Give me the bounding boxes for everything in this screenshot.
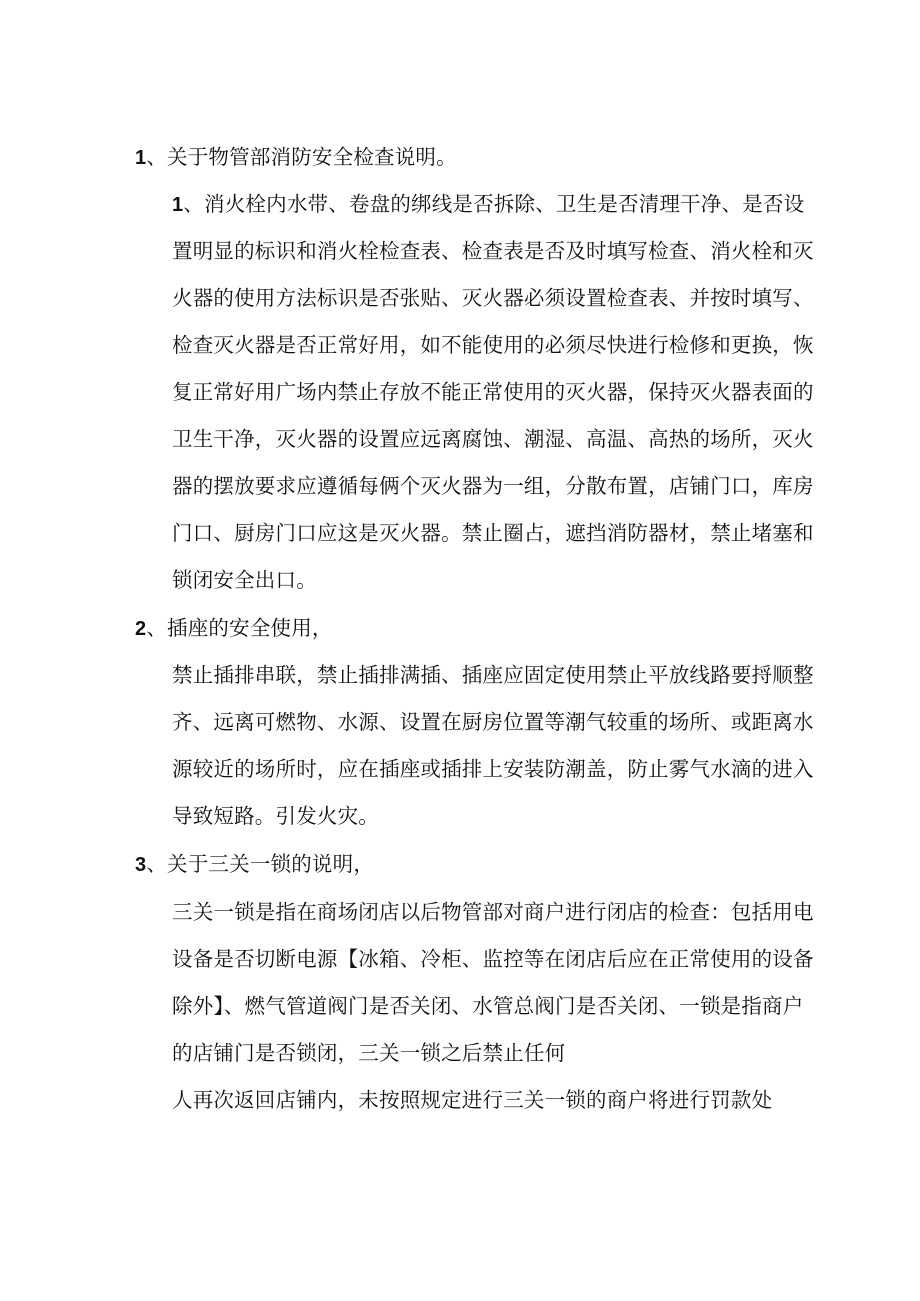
- section-2-number: 2: [135, 618, 147, 640]
- section-3-body-line-3: 除外】、燃气管道阀门是否关闭、水管总阀门是否关闭、一锁是指商户: [172, 994, 804, 1018]
- section-2-body-line-3: 源较近的场所时，应在插座或插排上安装防潮盖，防止雾气水滴的进入: [172, 757, 814, 781]
- section-1-heading: [135, 143, 457, 172]
- section-1-body-line-2: 置明显的标识和消火栓检查表、检查表是否及时填写检查、消火栓和灭: [172, 239, 814, 263]
- section-1-heading-text: 、关于物管部消防安全检查说明。: [146, 145, 457, 169]
- section-3-number: 3: [135, 854, 147, 876]
- section-1-body-line-1: [172, 190, 804, 219]
- section-1-body-line-1-text: 、消火栓内水带、卷盘的绑线是否拆除、卫生是否清理干净、是否设: [183, 192, 805, 216]
- section-3-body-line-5: 人再次返回店铺内，未按照规定进行三关一锁的商户将进行罚款处: [172, 1088, 773, 1112]
- section-1-body-line-8: 门口、厨房门口应这是灭火器。禁止圈占，遮挡消防器材，禁止堵塞和: [172, 521, 814, 545]
- section-1-body-line-5: 复正常好用广场内禁止存放不能正常使用的灭火器，保持灭火器表面的: [172, 380, 814, 404]
- section-2-body-line-1: 禁止插排串联，禁止插排满插、插座应固定使用禁止平放线路要捋顺整: [172, 663, 814, 687]
- section-1-sub-number: 1: [172, 194, 184, 216]
- section-2-heading: [135, 614, 333, 643]
- section-1-number: 1: [135, 147, 147, 169]
- section-1-body-line-3: 火器的使用方法标识是否张贴、灭火器必须设置检查表、并按时填写、: [172, 286, 814, 310]
- section-1-body-line-9: 锁闭安全出口。: [172, 568, 317, 592]
- section-1-body-line-7: 器的摆放要求应遵循每俩个灭火器为一组，分散布置，店铺门口，库房: [172, 474, 814, 498]
- section-3-heading-text: 、关于三关一锁的说明，: [146, 852, 375, 876]
- section-1-body-line-4: 检查灭火器是否正常好用，如不能使用的必须尽快进行检修和更换，恢: [172, 333, 814, 357]
- section-2-body-line-2: 齐、远离可燃物、水源、设置在厨房位置等潮气较重的场所、或距离水: [172, 710, 814, 734]
- section-1-body-line-6: 卫生干净，灭火器的设置应远离腐蚀、潮湿、高温、高热的场所，灭火: [172, 427, 814, 451]
- section-2-body-line-4: 导致短路。引发火灾。: [172, 804, 379, 828]
- section-2-heading-text: 、插座的安全使用，: [146, 616, 333, 640]
- section-3-body-line-2: 设备是否切断电源【冰箱、冷柜、监控等在闭店后应在正常使用的设备: [172, 947, 814, 971]
- section-3-body-line-1: 三关一锁是指在商场闭店以后物管部对商户进行闭店的检查：包括用电: [172, 900, 814, 924]
- section-3-body-line-4: 的店铺门是否锁闭，三关一锁之后禁止任何: [172, 1041, 566, 1065]
- section-3-heading: [135, 850, 374, 879]
